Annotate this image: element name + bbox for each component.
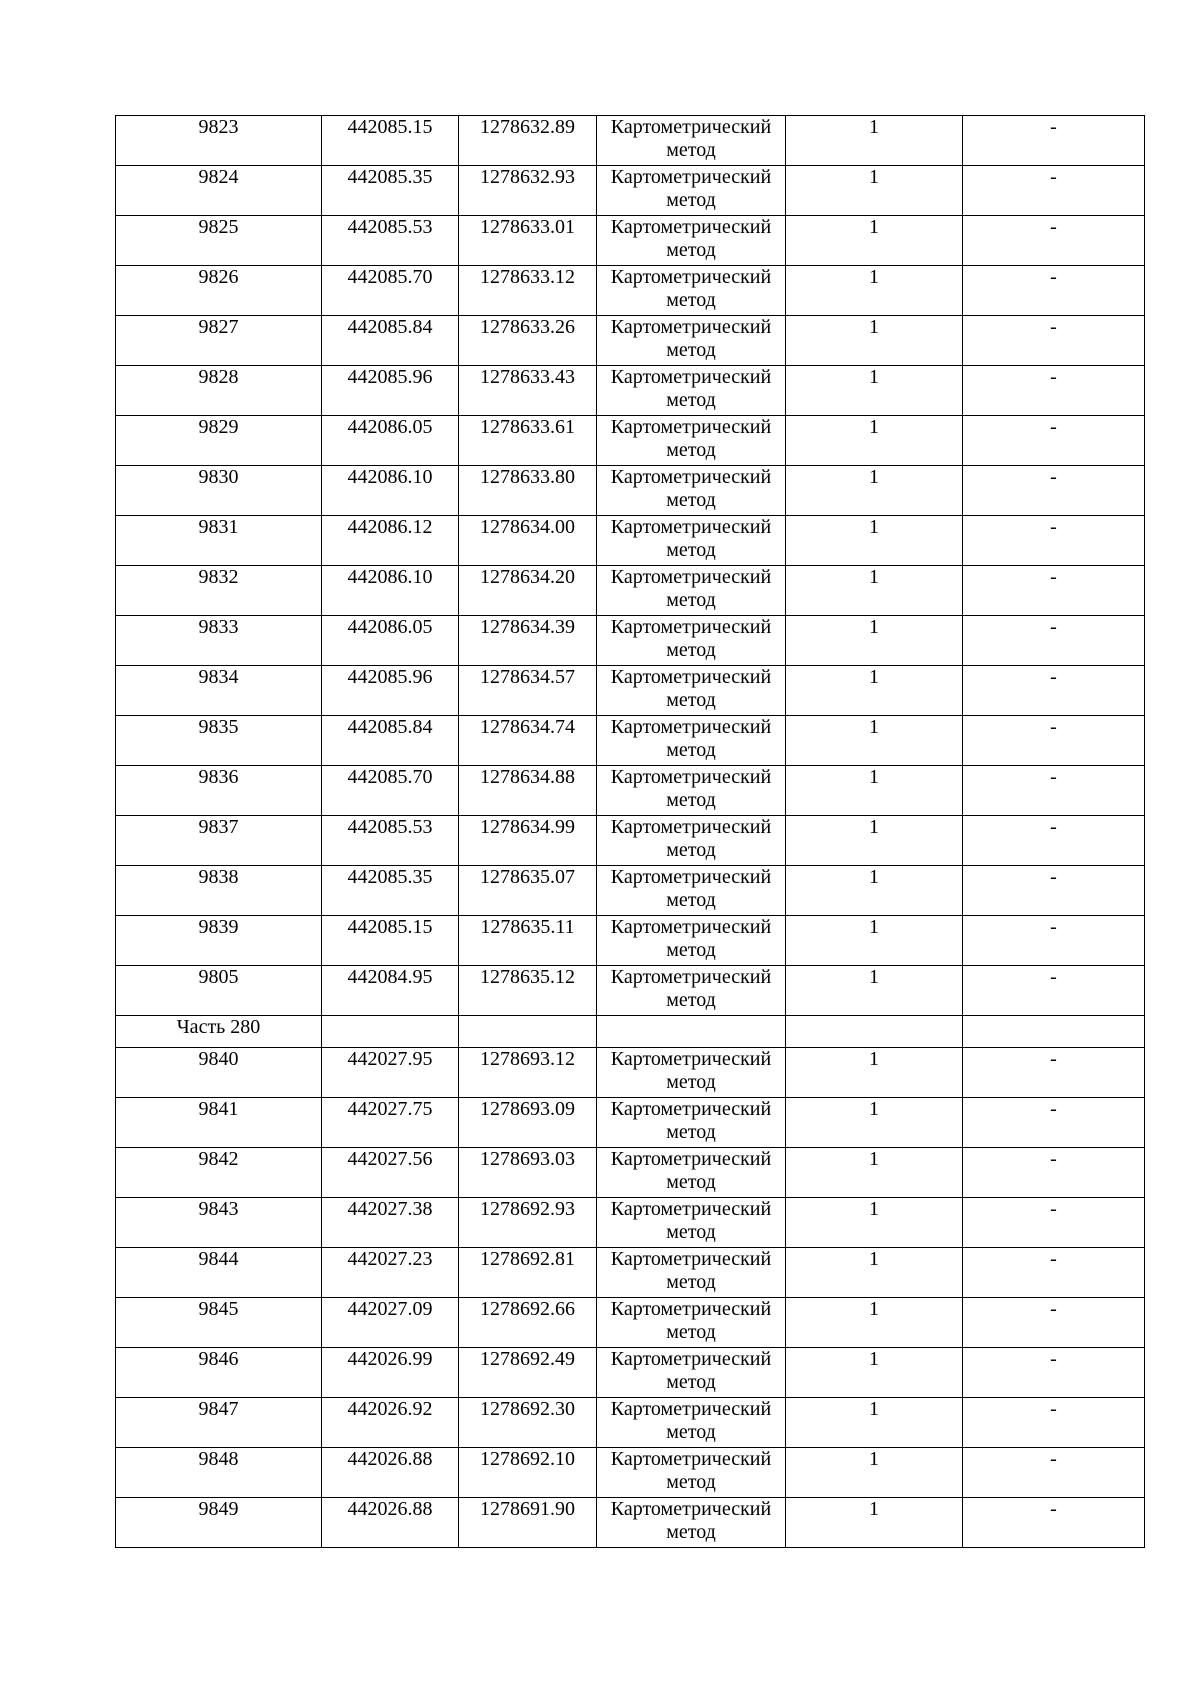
x-coordinate-cell: 442085.84 (322, 716, 459, 766)
method-cell (597, 1498, 786, 1548)
method-cell (597, 166, 786, 216)
x-coordinate-cell: 442085.70 (322, 266, 459, 316)
method-cell (597, 366, 786, 416)
method-text-line: метод (666, 1371, 716, 1393)
table-row (116, 316, 1145, 366)
table-row (116, 266, 1145, 316)
accuracy-cell: 1 (786, 866, 963, 916)
method-text-line: Картометрический (610, 1498, 772, 1520)
method-cell (597, 1348, 786, 1398)
method-cell (597, 1198, 786, 1248)
point-number-cell: 9846 (116, 1348, 322, 1398)
table-row (116, 1098, 1145, 1148)
table-row (116, 816, 1145, 866)
method-cell (597, 316, 786, 366)
x-coordinate-cell: 442085.15 (322, 116, 459, 166)
accuracy-cell: 1 (786, 1298, 963, 1348)
table-row (116, 966, 1145, 1016)
accuracy-cell: 1 (786, 316, 963, 366)
point-number-cell: 9841 (116, 1098, 322, 1148)
point-number-cell: 9835 (116, 716, 322, 766)
x-coordinate-cell: 442026.99 (322, 1348, 459, 1398)
method-text-line: метод (666, 1471, 716, 1493)
y-coordinate-cell: 1278633.61 (459, 416, 597, 466)
method-text-line: Картометрический (610, 216, 772, 238)
empty-cell (322, 1016, 459, 1048)
method-text-line: Картометрический (610, 816, 772, 838)
method-text-line: Картометрический (610, 1198, 772, 1220)
y-coordinate-cell: 1278635.12 (459, 966, 597, 1016)
method-cell (597, 216, 786, 266)
table-row (116, 116, 1145, 166)
method-text-line: метод (666, 289, 716, 311)
method-text-line: Картометрический (610, 466, 772, 488)
accuracy-cell: 1 (786, 716, 963, 766)
method-cell (597, 1448, 786, 1498)
table-row (116, 616, 1145, 666)
note-cell: - (963, 916, 1145, 966)
x-coordinate-cell: 442085.96 (322, 666, 459, 716)
note-cell: - (963, 1498, 1145, 1548)
accuracy-cell: 1 (786, 816, 963, 866)
note-cell: - (963, 1048, 1145, 1098)
accuracy-cell: 1 (786, 1248, 963, 1298)
table-row (116, 1048, 1145, 1098)
method-text-line: метод (666, 1221, 716, 1243)
x-coordinate-cell: 442027.56 (322, 1148, 459, 1198)
accuracy-cell: 1 (786, 166, 963, 216)
x-coordinate-cell: 442026.92 (322, 1398, 459, 1448)
method-text-line: метод (666, 1121, 716, 1143)
y-coordinate-cell: 1278692.30 (459, 1398, 597, 1448)
method-text-line: Картометрический (610, 766, 772, 788)
method-cell (597, 1098, 786, 1148)
accuracy-cell: 1 (786, 666, 963, 716)
table-row (116, 216, 1145, 266)
note-cell: - (963, 266, 1145, 316)
point-number-cell: 9849 (116, 1498, 322, 1548)
note-cell: - (963, 616, 1145, 666)
y-coordinate-cell: 1278693.03 (459, 1148, 597, 1198)
method-cell (597, 516, 786, 566)
y-coordinate-cell: 1278634.88 (459, 766, 597, 816)
x-coordinate-cell: 442027.75 (322, 1098, 459, 1148)
accuracy-cell: 1 (786, 1398, 963, 1448)
method-cell (597, 1298, 786, 1348)
method-cell (597, 766, 786, 816)
x-coordinate-cell: 442027.09 (322, 1298, 459, 1348)
method-cell (597, 116, 786, 166)
table-row (116, 866, 1145, 916)
table-row (116, 1298, 1145, 1348)
point-number-cell: 9840 (116, 1048, 322, 1098)
method-text-line: метод (666, 389, 716, 411)
x-coordinate-cell: 442027.23 (322, 1248, 459, 1298)
table-row (116, 1498, 1145, 1548)
method-text-line: метод (666, 1521, 716, 1543)
method-text-line: Картометрический (610, 1148, 772, 1170)
x-coordinate-cell: 442085.15 (322, 916, 459, 966)
empty-cell (963, 1016, 1145, 1048)
accuracy-cell: 1 (786, 216, 963, 266)
point-number-cell: 9848 (116, 1448, 322, 1498)
method-text-line: Картометрический (610, 916, 772, 938)
method-text-line: Картометрический (610, 366, 772, 388)
x-coordinate-cell: 442085.70 (322, 766, 459, 816)
empty-cell (597, 1016, 786, 1048)
method-text-line: Картометрический (610, 116, 772, 138)
table-row (116, 1348, 1145, 1398)
method-cell (597, 1398, 786, 1448)
method-cell (597, 266, 786, 316)
x-coordinate-cell: 442085.35 (322, 166, 459, 216)
point-number-cell: 9830 (116, 466, 322, 516)
point-number-cell: 9843 (116, 1198, 322, 1248)
x-coordinate-cell: 442085.84 (322, 316, 459, 366)
method-text-line: Картометрический (610, 1348, 772, 1370)
note-cell: - (963, 1198, 1145, 1248)
y-coordinate-cell: 1278634.57 (459, 666, 597, 716)
note-cell: - (963, 666, 1145, 716)
method-text-line: метод (666, 739, 716, 761)
section-row (116, 1016, 1145, 1048)
method-text-line: метод (666, 889, 716, 911)
point-number-cell: 9831 (116, 516, 322, 566)
method-text-line: метод (666, 339, 716, 361)
section-label: Часть 280 (116, 1016, 322, 1048)
table-row (116, 716, 1145, 766)
y-coordinate-cell: 1278634.99 (459, 816, 597, 866)
x-coordinate-cell: 442085.35 (322, 866, 459, 916)
method-text-line: метод (666, 489, 716, 511)
accuracy-cell: 1 (786, 1198, 963, 1248)
y-coordinate-cell: 1278632.89 (459, 116, 597, 166)
method-text-line: Картометрический (610, 1248, 772, 1270)
method-text-line: Картометрический (610, 1398, 772, 1420)
method-text-line: метод (666, 1421, 716, 1443)
method-text-line: метод (666, 939, 716, 961)
point-number-cell: 9837 (116, 816, 322, 866)
method-text-line: метод (666, 1271, 716, 1293)
method-text-line: Картометрический (610, 1448, 772, 1470)
table-row (116, 1148, 1145, 1198)
note-cell: - (963, 816, 1145, 866)
accuracy-cell: 1 (786, 1498, 963, 1548)
method-cell (597, 466, 786, 516)
method-cell (597, 816, 786, 866)
method-cell (597, 966, 786, 1016)
method-text-line: Картометрический (610, 566, 772, 588)
y-coordinate-cell: 1278634.00 (459, 516, 597, 566)
x-coordinate-cell: 442086.05 (322, 416, 459, 466)
note-cell: - (963, 516, 1145, 566)
x-coordinate-cell: 442026.88 (322, 1498, 459, 1548)
note-cell: - (963, 366, 1145, 416)
method-text-line: Картометрический (610, 616, 772, 638)
y-coordinate-cell: 1278692.66 (459, 1298, 597, 1348)
note-cell: - (963, 1148, 1145, 1198)
y-coordinate-cell: 1278692.93 (459, 1198, 597, 1248)
method-cell (597, 616, 786, 666)
accuracy-cell: 1 (786, 466, 963, 516)
y-coordinate-cell: 1278633.26 (459, 316, 597, 366)
method-text-line: метод (666, 989, 716, 1011)
method-text-line: метод (666, 689, 716, 711)
x-coordinate-cell: 442026.88 (322, 1448, 459, 1498)
point-number-cell: 9836 (116, 766, 322, 816)
point-number-cell: 9833 (116, 616, 322, 666)
table-row (116, 466, 1145, 516)
y-coordinate-cell: 1278634.20 (459, 566, 597, 616)
accuracy-cell: 1 (786, 266, 963, 316)
point-number-cell: 9828 (116, 366, 322, 416)
x-coordinate-cell: 442085.96 (322, 366, 459, 416)
method-text-line: метод (666, 789, 716, 811)
method-cell (597, 916, 786, 966)
y-coordinate-cell: 1278692.49 (459, 1348, 597, 1398)
y-coordinate-cell: 1278635.11 (459, 916, 597, 966)
accuracy-cell: 1 (786, 516, 963, 566)
table-row (116, 366, 1145, 416)
point-number-cell: 9826 (116, 266, 322, 316)
method-text-line: Картометрический (610, 516, 772, 538)
table-row (116, 1398, 1145, 1448)
method-text-line: Картометрический (610, 166, 772, 188)
method-text-line: метод (666, 239, 716, 261)
note-cell: - (963, 116, 1145, 166)
table-row (116, 1198, 1145, 1248)
point-number-cell: 9825 (116, 216, 322, 266)
point-number-cell: 9834 (116, 666, 322, 716)
y-coordinate-cell: 1278633.80 (459, 466, 597, 516)
x-coordinate-cell: 442086.12 (322, 516, 459, 566)
accuracy-cell: 1 (786, 1048, 963, 1098)
note-cell: - (963, 466, 1145, 516)
method-text-line: Картометрический (610, 666, 772, 688)
empty-cell (786, 1016, 963, 1048)
table-row (116, 1448, 1145, 1498)
method-text-line: Картометрический (610, 1298, 772, 1320)
x-coordinate-cell: 442086.10 (322, 466, 459, 516)
accuracy-cell: 1 (786, 116, 963, 166)
x-coordinate-cell: 442085.53 (322, 216, 459, 266)
method-text-line: метод (666, 439, 716, 461)
method-text-line: Картометрический (610, 416, 772, 438)
note-cell: - (963, 1398, 1145, 1448)
table-body (116, 116, 1145, 1548)
method-cell (597, 1148, 786, 1198)
y-coordinate-cell: 1278693.09 (459, 1098, 597, 1148)
y-coordinate-cell: 1278691.90 (459, 1498, 597, 1548)
y-coordinate-cell: 1278693.12 (459, 1048, 597, 1098)
accuracy-cell: 1 (786, 416, 963, 466)
accuracy-cell: 1 (786, 616, 963, 666)
y-coordinate-cell: 1278633.43 (459, 366, 597, 416)
method-text-line: метод (666, 1321, 716, 1343)
method-text-line: Картометрический (610, 266, 772, 288)
table-row (116, 566, 1145, 616)
note-cell: - (963, 966, 1145, 1016)
method-cell (597, 866, 786, 916)
table-row (116, 516, 1145, 566)
note-cell: - (963, 166, 1145, 216)
point-number-cell: 9842 (116, 1148, 322, 1198)
point-number-cell: 9838 (116, 866, 322, 916)
point-number-cell: 9832 (116, 566, 322, 616)
note-cell: - (963, 1098, 1145, 1148)
method-cell (597, 1048, 786, 1098)
y-coordinate-cell: 1278633.12 (459, 266, 597, 316)
note-cell: - (963, 566, 1145, 616)
note-cell: - (963, 216, 1145, 266)
point-number-cell: 9839 (116, 916, 322, 966)
point-number-cell: 9827 (116, 316, 322, 366)
method-text-line: Картометрический (610, 716, 772, 738)
method-text-line: Картометрический (610, 1048, 772, 1070)
method-cell (597, 666, 786, 716)
method-text-line: Картометрический (610, 1098, 772, 1120)
note-cell: - (963, 1248, 1145, 1298)
method-cell (597, 716, 786, 766)
table-row (116, 766, 1145, 816)
coordinates-table (115, 115, 1145, 1548)
point-number-cell: 9823 (116, 116, 322, 166)
table-row (116, 666, 1145, 716)
table-row (116, 416, 1145, 466)
y-coordinate-cell: 1278635.07 (459, 866, 597, 916)
method-text-line: Картометрический (610, 316, 772, 338)
y-coordinate-cell: 1278634.39 (459, 616, 597, 666)
accuracy-cell: 1 (786, 1448, 963, 1498)
point-number-cell: 9805 (116, 966, 322, 1016)
y-coordinate-cell: 1278633.01 (459, 216, 597, 266)
accuracy-cell: 1 (786, 366, 963, 416)
note-cell: - (963, 1348, 1145, 1398)
note-cell: - (963, 1298, 1145, 1348)
table-row (116, 1248, 1145, 1298)
note-cell: - (963, 716, 1145, 766)
empty-cell (459, 1016, 597, 1048)
note-cell: - (963, 316, 1145, 366)
accuracy-cell: 1 (786, 1348, 963, 1398)
y-coordinate-cell: 1278692.81 (459, 1248, 597, 1298)
table-row (116, 166, 1145, 216)
y-coordinate-cell: 1278634.74 (459, 716, 597, 766)
method-text-line: метод (666, 1071, 716, 1093)
method-text-line: метод (666, 639, 716, 661)
method-cell (597, 416, 786, 466)
note-cell: - (963, 416, 1145, 466)
method-text-line: метод (666, 189, 716, 211)
y-coordinate-cell: 1278632.93 (459, 166, 597, 216)
method-text-line: метод (666, 839, 716, 861)
x-coordinate-cell: 442085.53 (322, 816, 459, 866)
note-cell: - (963, 866, 1145, 916)
point-number-cell: 9845 (116, 1298, 322, 1348)
method-text-line: Картометрический (610, 866, 772, 888)
accuracy-cell: 1 (786, 1148, 963, 1198)
method-text-line: метод (666, 539, 716, 561)
point-number-cell: 9829 (116, 416, 322, 466)
x-coordinate-cell: 442027.38 (322, 1198, 459, 1248)
accuracy-cell: 1 (786, 766, 963, 816)
x-coordinate-cell: 442027.95 (322, 1048, 459, 1098)
method-text-line: метод (666, 589, 716, 611)
method-cell (597, 566, 786, 616)
accuracy-cell: 1 (786, 916, 963, 966)
x-coordinate-cell: 442086.10 (322, 566, 459, 616)
method-text-line: метод (666, 139, 716, 161)
method-cell (597, 1248, 786, 1298)
method-text-line: Картометрический (610, 966, 772, 988)
note-cell: - (963, 1448, 1145, 1498)
table-row (116, 916, 1145, 966)
x-coordinate-cell: 442084.95 (322, 966, 459, 1016)
point-number-cell: 9847 (116, 1398, 322, 1448)
accuracy-cell: 1 (786, 566, 963, 616)
note-cell: - (963, 766, 1145, 816)
point-number-cell: 9824 (116, 166, 322, 216)
x-coordinate-cell: 442086.05 (322, 616, 459, 666)
y-coordinate-cell: 1278692.10 (459, 1448, 597, 1498)
method-text-line: метод (666, 1171, 716, 1193)
accuracy-cell: 1 (786, 1098, 963, 1148)
accuracy-cell: 1 (786, 966, 963, 1016)
point-number-cell: 9844 (116, 1248, 322, 1298)
